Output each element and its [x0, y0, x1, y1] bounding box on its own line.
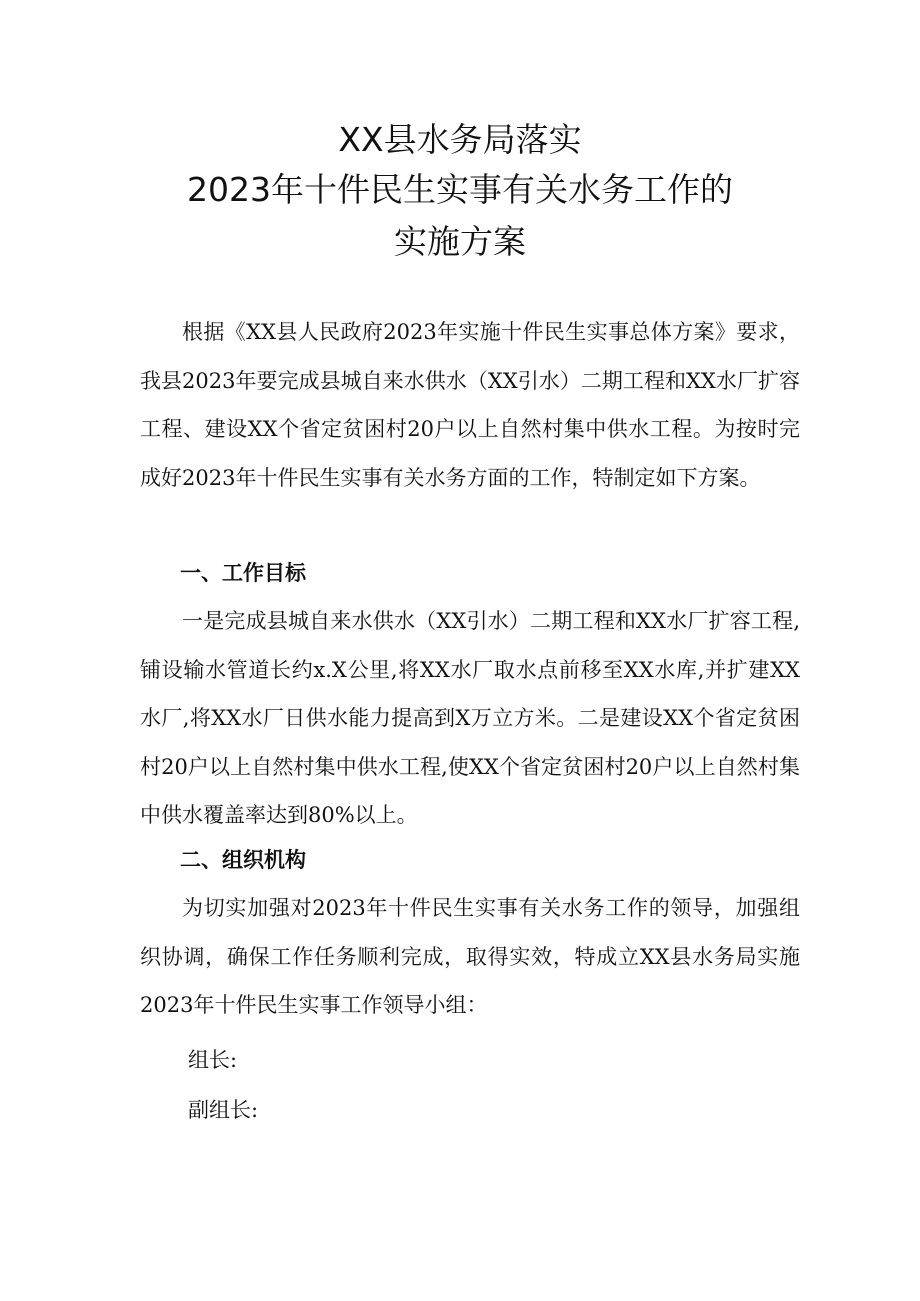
- section-2-heading: 二、组织机构: [180, 848, 306, 872]
- section-1-body: 一是完成县城自来水供水（XX引水）二期工程和XX水厂扩容工程,铺设输水管道长约x.X公里,将XX水厂取水点前移至XX水库,并扩建XX水厂,将XX水厂日供水能力提高到X万立方米。二是建设XX个省定贫困村20户以上自然村集中供水工程,使XX个省定贫困村20户以上自然村集中供水覆盖率达到80%以上。: [140, 609, 800, 827]
- deputy-leader-label: 副组长:: [188, 1098, 259, 1122]
- document-title-line-2: 2023年十件民生实事有关水务工作的: [187, 170, 733, 209]
- document-title-line-3: 实施方案: [394, 222, 526, 261]
- section-2-body: 为切实加强对2023年十件民生实事有关水务工作的领导，加强组织协调，确保工作任务顺利完成，取得实效，特成立XX县水务局实施2023年十件民生实事工作领导小组：: [140, 896, 800, 1017]
- document-title-line-1: XX县水务局落实: [338, 120, 582, 159]
- leader-label: 组长:: [188, 1048, 238, 1072]
- section-1-heading: 一、工作目标: [180, 561, 306, 585]
- intro-paragraph: 根据《XX县人民政府2023年实施十件民生实事总体方案》要求，我县2023年要完成县城自来水供水（XX引水）二期工程和XX水厂扩容工程、建设XX个省定贫困村20户以上自然村集中供水工程。为按时完成好2023年十件民生实事有关水务方面的工作，特制定如下方案。: [140, 320, 800, 490]
